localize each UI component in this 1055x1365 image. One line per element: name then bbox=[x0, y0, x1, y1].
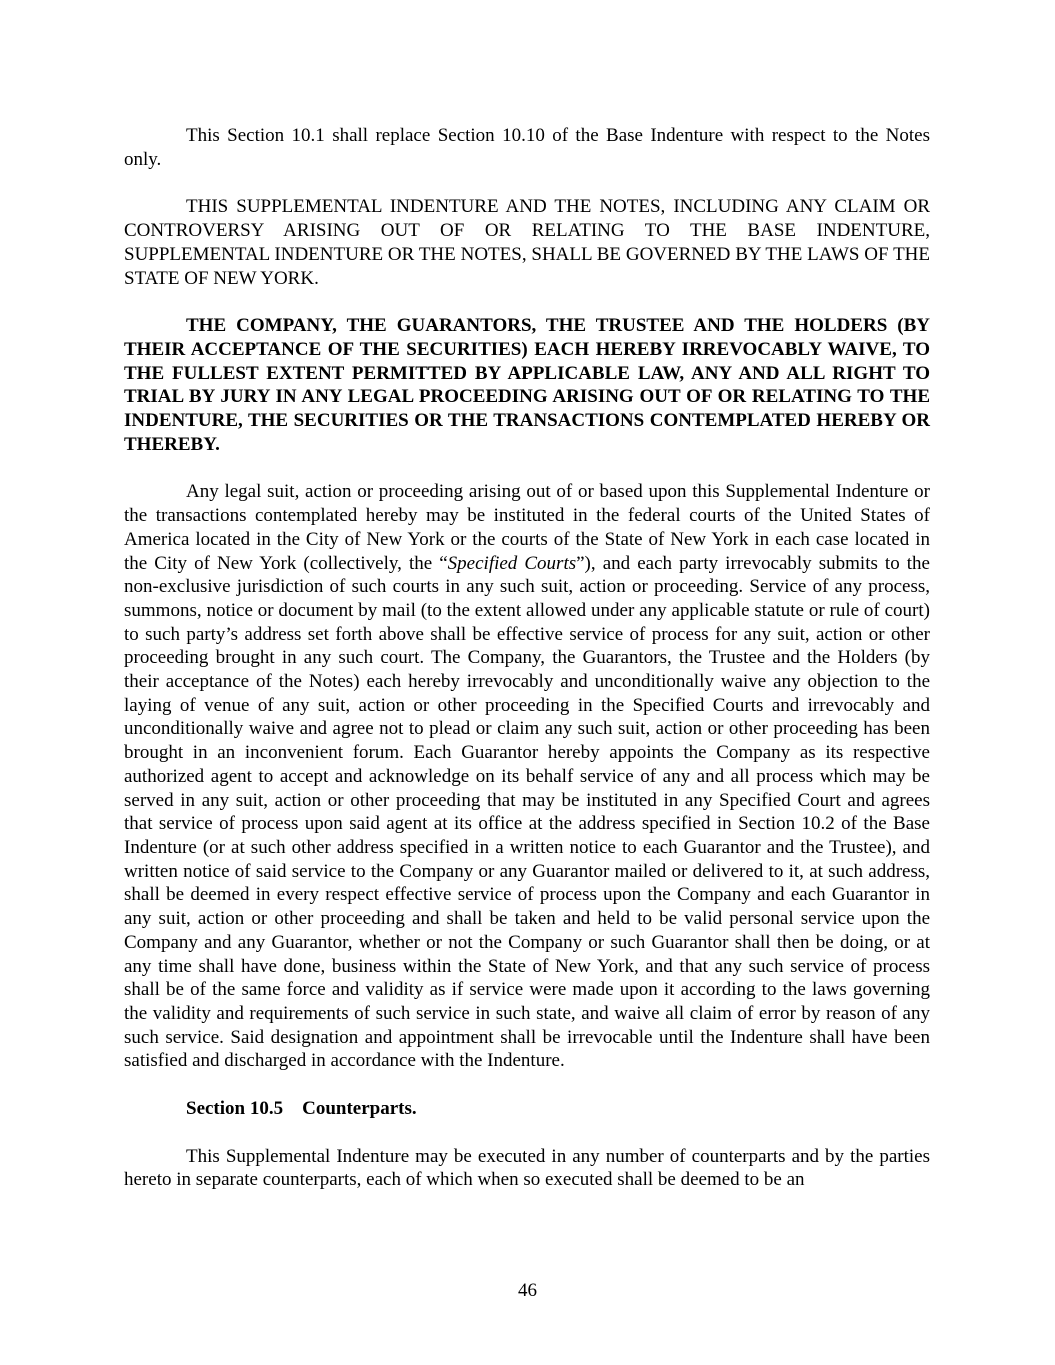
jurisdiction-text-start: Any legal suit, action or proceeding arising out of or based upon this Supplemental Indenture or the transactions contemplated hereby may be instituted in the federal courts of the United States of America located in the City of New York or the courts of the State of New York in each case located in the City of New York (collectively, the “ bbox=[124, 481, 930, 574]
paragraph-counterparts: This Supplemental Indenture may be executed in any number of counterparts and by the parties hereto in separate counterparts, each of which when so executed shall be deemed to be an bbox=[124, 1145, 930, 1191]
jurisdiction-text-end: ”), and each party irrevocably submits to the non-exclusive jurisdiction of such courts in any such suit, action or proceeding. Service of any process, summons, notice or document by mail (to the extent allowed under any applicable statute or rule of court) to such party’s address set forth above shall be effective service of process for any suit, action or other proceeding brought in any such court. The Company, the Guarantors, the Trustee and the Holders (by their acceptance of the Notes) each hereby irrevocably and unconditionally waive any objection to the laying of venue of any suit, action or other proceeding in the Specified Courts and irrevocably and unconditionally waive and agree not to plead or claim any such suit, action or other proceeding has been brought in an inconvenient forum. Each Guarantor hereby appoints the Company as its respective authorized agent to accept and acknowledge on its behalf service of any and all process which may be served in any suit, action or other proceeding that may be instituted in any Specified Court and agrees that service of process upon said agent at its office at the address specified in Section 10.2 of the Base Indenture (or at such other address specified in a written notice to each Guarantor and the Trustee), and written notice of said service to the Company or any Guarantor mailed or delivered to it, at such address, shall be deemed in every respect effective service of process upon the Company and each Guarantor in any suit, action or other proceeding and shall be taken and held to be valid personal service upon the Company and any Guarantor, whether or not the Company or such Guarantor shall then be doing, or at any time shall have done, business within the State of New York, and that any such service of process shall be of the same force and validity as if service were made upon it according to the laws governing the validity and requirements of such service in such state, and waive all claim of error by reason of any such service. Said designation and appointment shall be irrevocable until the Indenture shall have been satisfied and discharged in accordance with the Indenture. bbox=[124, 552, 930, 1072]
document-page bbox=[124, 124, 930, 1192]
paragraph-governing-law: THIS SUPPLEMENTAL INDENTURE AND THE NOTES, INCLUDING ANY CLAIM OR CONTROVERSY ARISING OUT OF OR RELATING TO THE BASE INDENTURE, SUPPLEMENTAL INDENTURE OR THE NOTES, SHALL BE GOVERNED BY THE LAWS OF THE STATE OF NEW YORK. bbox=[124, 196, 930, 289]
paragraph-jury-waiver: THE COMPANY, THE GUARANTORS, THE TRUSTEE AND THE HOLDERS (BY THEIR ACCEPTANCE OF THE SECURITIES) EACH HEREBY IRREVOCABLY WAIVE, TO THE FULLEST EXTENT PERMITTED BY APPLICABLE LAW, ANY AND ALL RIGHT TO TRIAL BY JURY IN ANY LEGAL PROCEEDING ARISING OUT OF OR RELATING TO THE INDENTURE, THE SECURITIES OR THE TRANSACTIONS CONTEMPLATED HEREBY OR THEREBY. bbox=[124, 315, 930, 455]
paragraph-jurisdiction bbox=[124, 480, 930, 1073]
paragraph-section-replacement: This Section 10.1 shall replace Section 10.10 of the Base Indenture with respect to the Notes only. bbox=[124, 125, 930, 170]
section-number: Section 10.5 bbox=[186, 1098, 284, 1120]
specified-courts-term: Specified Courts bbox=[447, 552, 577, 574]
page-number: 46 bbox=[518, 1280, 537, 1301]
section-title: Counterparts. bbox=[302, 1098, 417, 1120]
section-heading bbox=[186, 1097, 930, 1121]
